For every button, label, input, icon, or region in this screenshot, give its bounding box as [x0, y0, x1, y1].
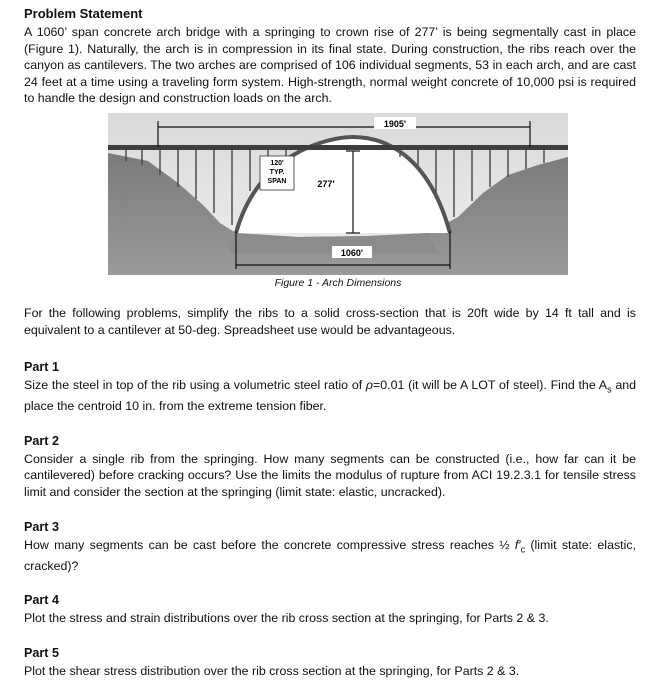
part2-section	[24, 434, 636, 501]
document-page	[24, 6, 636, 679]
part5-title: Part 5	[24, 645, 60, 660]
part1-text-c: and place the centroid 10 in. from the extreme tension fiber.	[24, 378, 636, 414]
part1-text-b: =0.01 (it will be A LOT of steel). Find the	[373, 378, 599, 393]
figure-caption: Figure 1 - Arch Dimensions	[274, 276, 402, 289]
span-label-box	[260, 156, 294, 190]
as-subscript: s	[607, 384, 612, 395]
arch-figure	[108, 113, 568, 275]
part5-section	[24, 646, 636, 680]
part2-title: Part 2	[24, 433, 60, 448]
part1-title: Part 1	[24, 360, 60, 375]
label-277: 277'	[317, 178, 335, 189]
as-symbol: A	[598, 378, 608, 393]
part1-section	[24, 360, 636, 415]
fc-subscript: c	[520, 544, 526, 555]
label-typ: TYP.	[269, 168, 285, 176]
part3-text	[24, 537, 636, 575]
part1-text-a: Size the steel in top of the rib using a volumetric steel ratio of	[24, 378, 366, 393]
part5-text: Plot the shear stress distribution over the rib cross section at the springing, for Parts 2 & 3.	[24, 663, 520, 678]
part2-text: Consider a single rib from the springing. How many segments can be constructed (i.e., how far can it be cantilevered) before cracking occurs? Use the limits the modulus of rupture from ACI 19.2.3.1 for tensile stress limit and consider the section at the springing (limit state: elastic, uncracked).	[24, 451, 636, 499]
rho-symbol: ρ	[365, 378, 374, 393]
label-span: SPAN	[267, 177, 287, 185]
part3-title: Part 3	[24, 519, 60, 534]
part1-text	[24, 377, 636, 415]
fc-symbol: f′	[514, 537, 521, 552]
label-1060: 1060'	[340, 247, 364, 258]
intro-text: For the following problems, simplify the ribs to a solid cross-section that is 20ft wide by 14 ft tall and is equivalent to a cantilever at 50-deg. Spreadsheet use would be advantageous.	[24, 305, 636, 337]
label-1905: 1905'	[383, 118, 407, 129]
part3-text-b: (limit state: elastic, cracked)?	[24, 537, 636, 573]
problem-title: Problem Statement	[24, 6, 143, 21]
problem-text: A 1060’ span concrete arch bridge with a springing to crown rise of 277’ is being segmentally cast in place (Figure 1). Naturally, the arch is in compression in its final state. During construction, the ribs reach over the canyon as cantilevers. The two arches are comprised of 106 individual segments, 53 in each arch, and are cast 24 feet at a time using a traveling form system. High-strength, normal weight concrete of 10,000 psi is required to handle the design and construction loads on the arch.	[24, 25, 636, 106]
bridge-deck	[108, 145, 568, 150]
label-120: 120'	[270, 159, 284, 167]
part4-title: Part 4	[24, 593, 60, 608]
part3-text-a: How many segments can be cast before the concrete compressive stress reaches	[24, 537, 500, 552]
arch-diagram	[108, 113, 568, 275]
half-symbol: ½	[499, 537, 510, 552]
part3-section	[24, 520, 636, 575]
part4-section	[24, 593, 636, 627]
part4-text: Plot the stress and strain distributions over the rib cross section at the springing, for Parts 2 & 3.	[24, 611, 549, 626]
